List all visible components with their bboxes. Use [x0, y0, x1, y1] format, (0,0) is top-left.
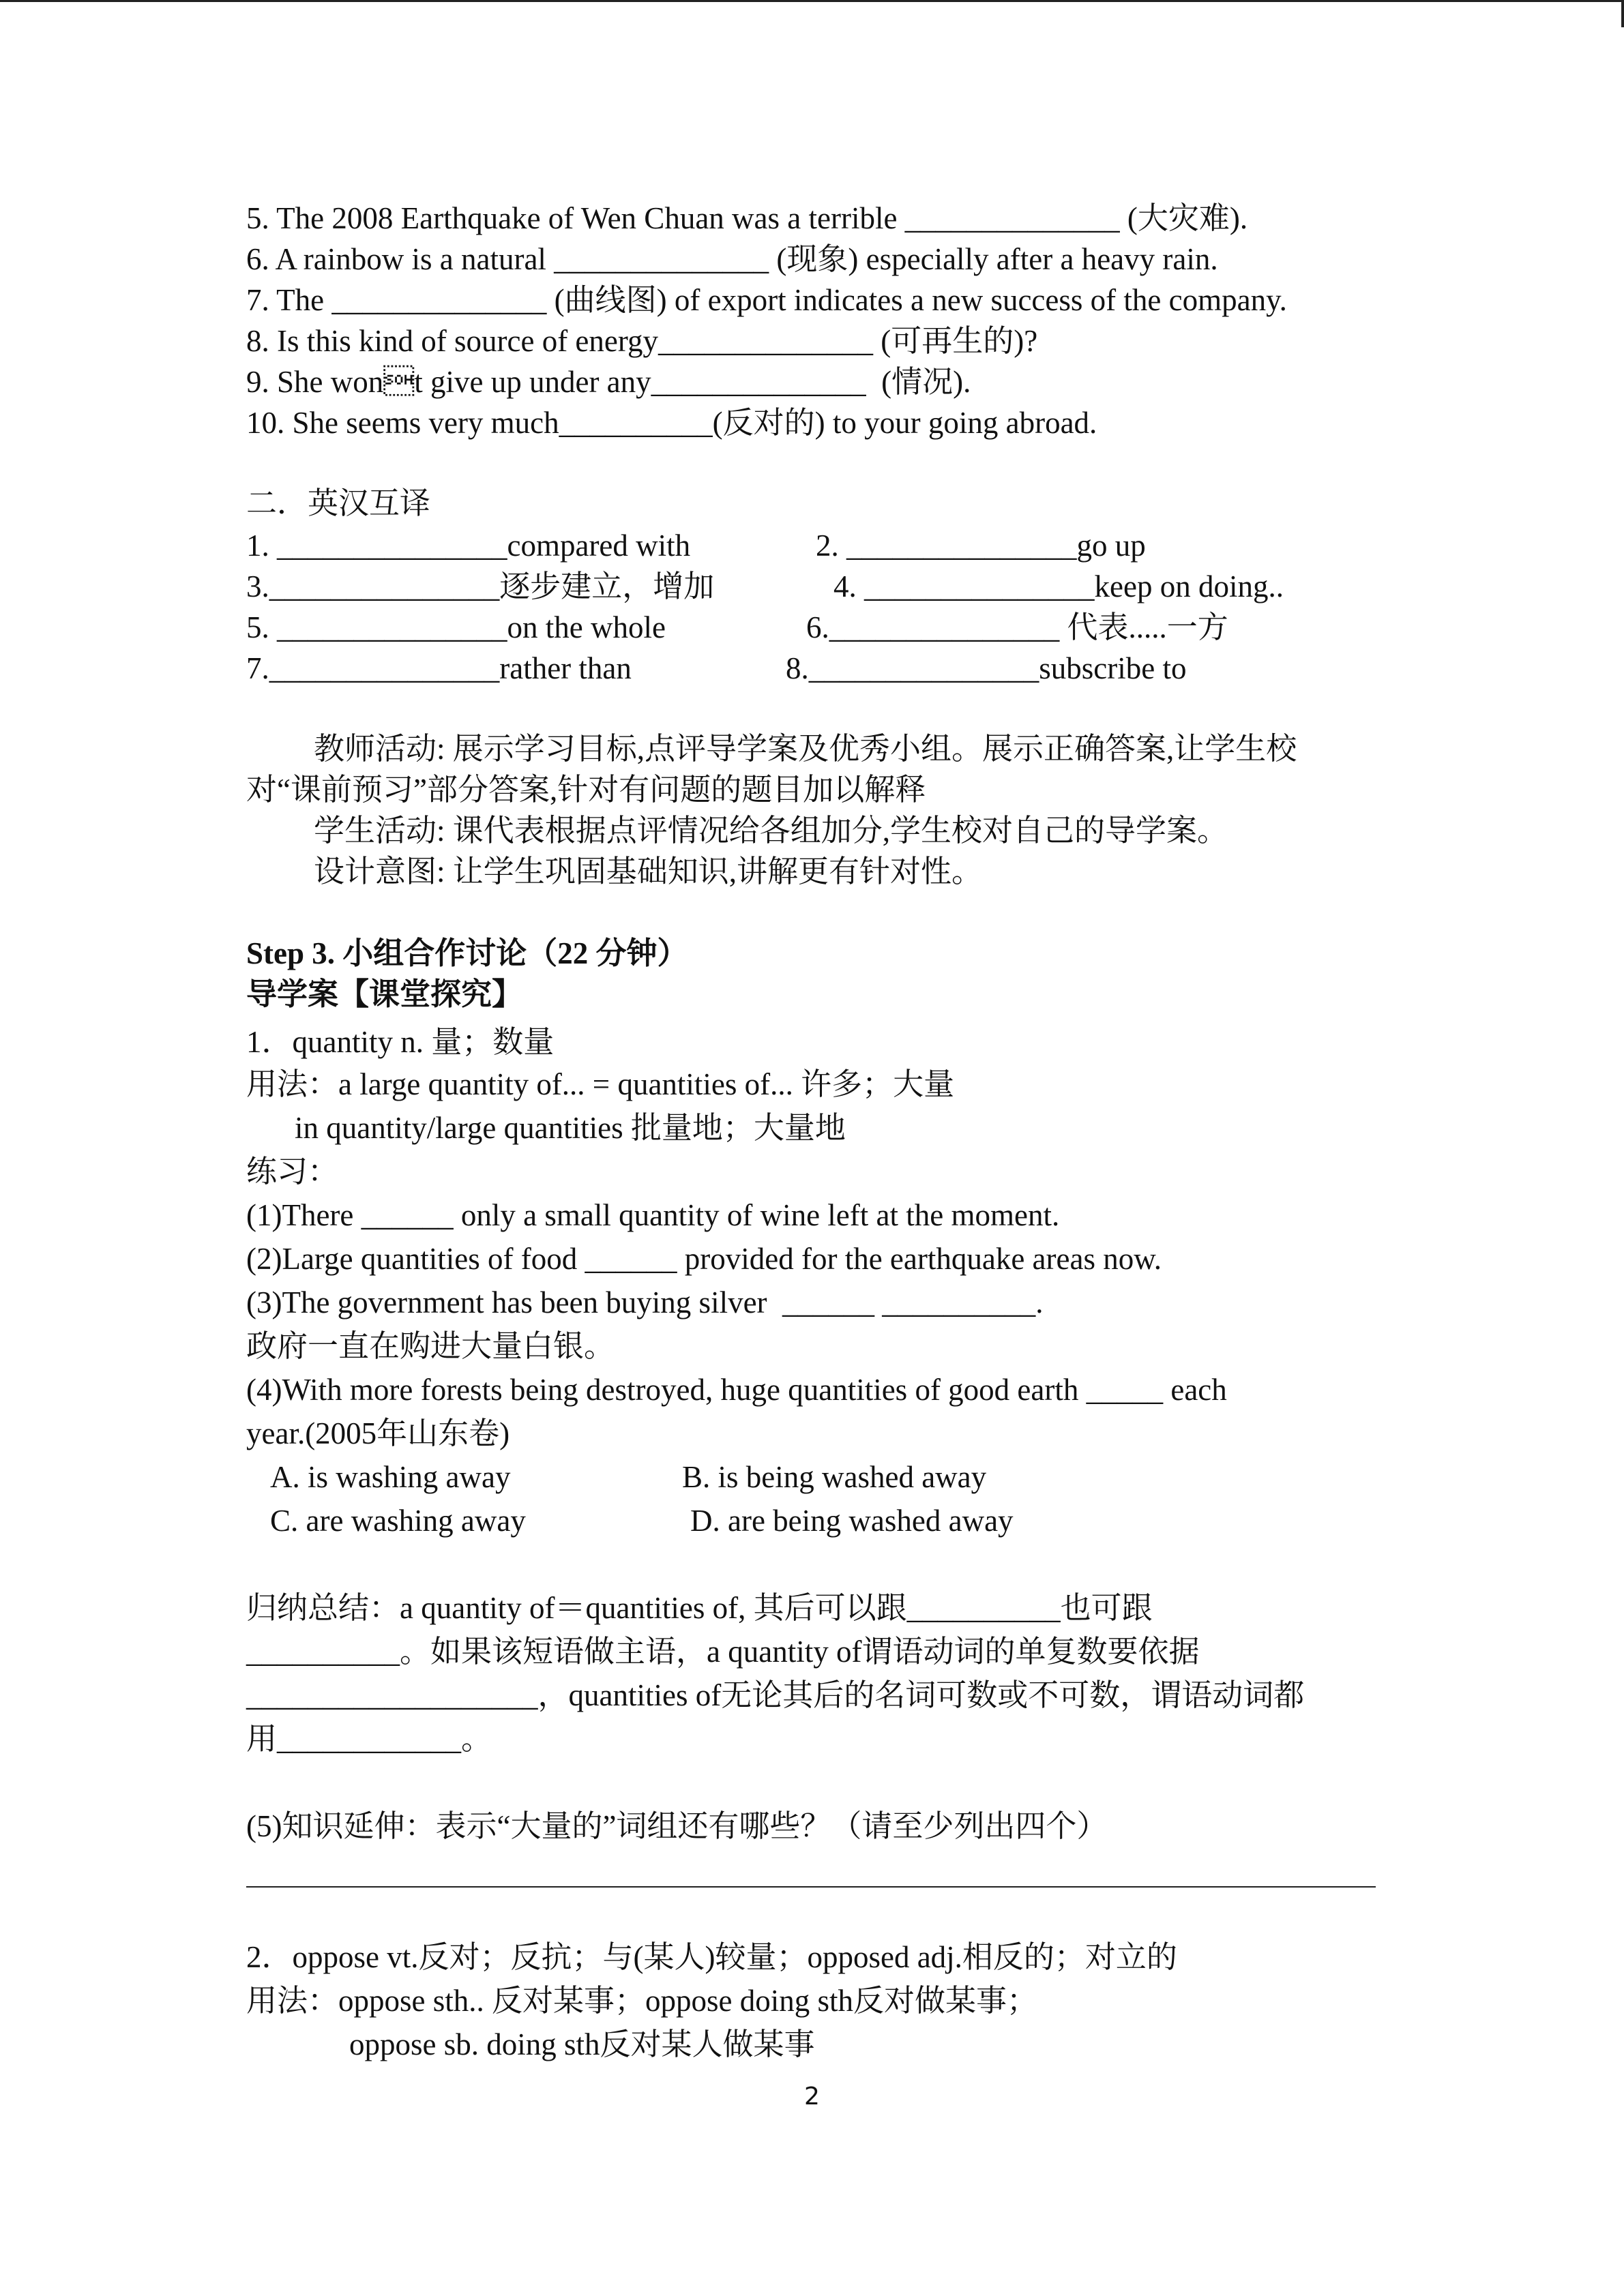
translate-item-5: 5. _______________on the whole [246, 610, 666, 644]
quantity-usage: 用法：a large quantity of... = quantities of... 许多；大量 [246, 1067, 955, 1101]
translate-item-4: 4. _______________keep on doing.. [833, 569, 1284, 603]
practice-item-3-cn: 政府一直在购进大量白银。 [246, 1329, 615, 1363]
summary-line-3: ___________________，quantities of无论其后的名词可数或不可数，谓语动词都 [246, 1678, 1305, 1712]
fill-in-item-7: 7. The ______________ (曲线图) of export indicates a new success of the company. [246, 283, 1287, 317]
summary-line-2: __________。如果该短语做主语，a quantity of谓语动词的单复数要依据 [246, 1635, 1200, 1669]
teacher-activity: 教师活动: 展示学习目标,点评导学案及优秀小组。展示正确答案,让学生校 [314, 732, 1297, 766]
practice-item-4-cont: year.(2005年山东卷) [246, 1416, 510, 1450]
oppose-usage: 用法：oppose sth.. 反对某事；oppose doing sth反对做某事； [246, 1984, 1038, 2018]
option-c: C. are washing away [270, 1504, 526, 1538]
fill-in-item-8: 8. Is this kind of source of energy______________ (可再生的)? [246, 324, 1038, 358]
translate-item-1: 1. _______________compared with [246, 528, 691, 563]
design-intent: 设计意图: 让学生巩固基础知识,讲解更有针对性。 [314, 854, 983, 889]
option-b: B. is being washed away [682, 1460, 987, 1494]
practice-item-2: (2)Large quantities of food ______ provided for the earthquake areas now. [246, 1242, 1162, 1276]
fill-in-item-6: 6. A rainbow is a natural ______________ (现象) especially after a heavy rain. [246, 242, 1218, 276]
page-top-border [0, 0, 1624, 2]
extension-question: (5)知识延伸：表示“大量的”词组还有哪些？（请至少列出四个） [246, 1809, 1108, 1843]
translate-item-3: 3._______________逐步建立，增加 [246, 569, 715, 603]
answer-line [246, 1886, 1376, 1888]
option-a: A. is washing away [270, 1460, 511, 1494]
quantity-heading: 1．quantity n. 量；数量 [246, 1025, 555, 1059]
step3-subtitle: 导学案【课堂探究】 [246, 977, 523, 1011]
fill-in-item-10: 10. She seems very much__________(反对的) to your going abroad. [246, 406, 1097, 440]
practice-item-1: (1)There ______ only a small quantity of wine left at the moment. [246, 1198, 1060, 1232]
oppose-usage-2: oppose sb. doing sth反对某人做某事 [349, 2027, 815, 2061]
translate-item-6: 6._______________ 代表.....一方 [806, 610, 1228, 644]
quantity-usage-2: in quantity/large quantities 批量地；大量地 [295, 1111, 846, 1145]
page-number: 2 [804, 2083, 820, 2111]
translate-item-7: 7._______________rather than [246, 651, 632, 685]
fill-in-item-5: 5. The 2008 Earthquake of Wen Chuan was a terrible ______________ (大灾难). [246, 201, 1248, 235]
translate-item-2: 2. _______________go up [816, 528, 1146, 563]
teacher-activity-cont: 对“课前预习”部分答案,针对有问题的题目加以解释 [246, 773, 926, 807]
practice-label: 练习： [246, 1154, 339, 1189]
practice-item-4: (4)With more forests being destroyed, huge quantities of good earth _____ each [246, 1373, 1227, 1407]
page-right-border [1621, 0, 1624, 27]
option-d: D. are being washed away [690, 1504, 1014, 1538]
summary-line-1: 归纳总结：a quantity of＝quantities of, 其后可以跟__________也可跟 [246, 1591, 1153, 1625]
translate-item-8: 8._______________subscribe to [786, 651, 1187, 685]
practice-item-3: (3)The government has been buying silver ______ __________. [246, 1285, 1044, 1320]
translate-heading: 二．英汉互译 [246, 486, 431, 520]
fill-in-item-9: 9. She wont give up under any______________ (情况). [246, 365, 971, 399]
summary-line-4: 用____________。 [246, 1722, 492, 1756]
oppose-heading: 2．oppose vt.反对；反抗；与(某人)较量；opposed adj.相反的；对立的 [246, 1940, 1177, 1974]
step3-title: Step 3. 小组合作讨论（22 分钟） [246, 936, 688, 970]
student-activity: 学生活动: 课代表根据点评情况给各组加分,学生校对自己的导学案。 [314, 814, 1228, 848]
